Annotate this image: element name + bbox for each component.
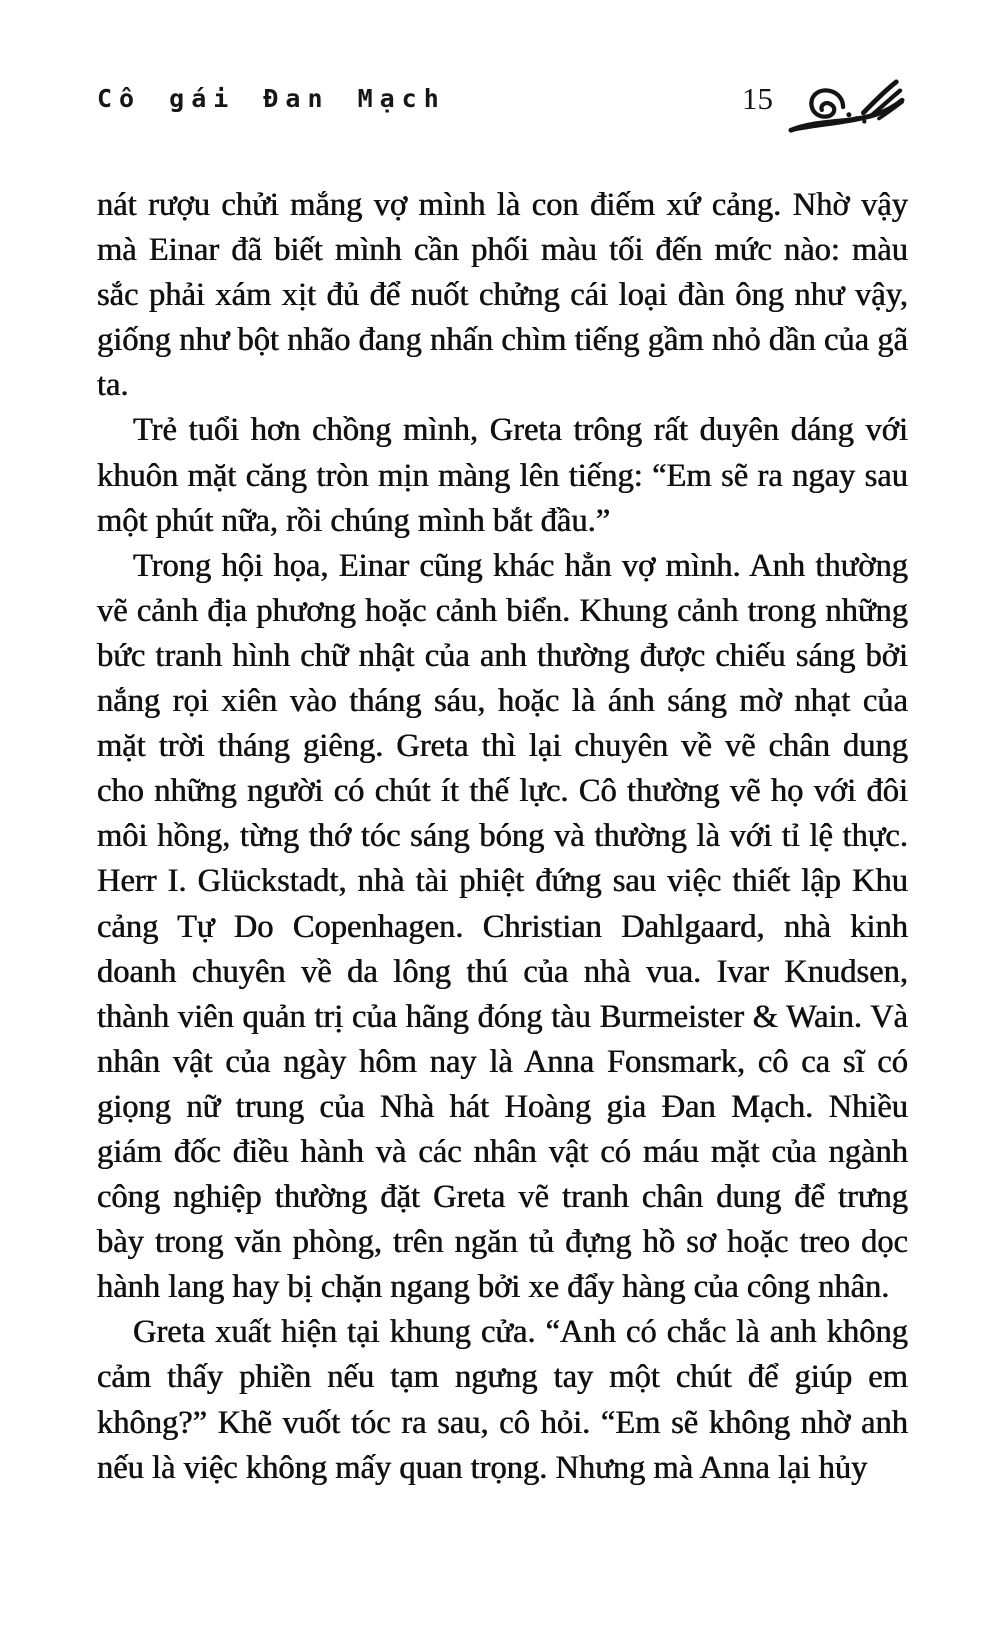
flourish-swash-icon [787, 78, 905, 136]
body-text [97, 183, 908, 1491]
page-number: 15 [742, 81, 773, 116]
book-title: Cô gái Đan Mạch [97, 84, 446, 113]
paragraph-1: nát rượu chửi mắng vợ mình là con điếm xứ cảng. Nhờ vậy mà Einar đã biết mình cần phối màu tối đến mức nào: màu sắc phải xám xịt đủ để nuốt chửng cái loại đàn ông như vậy, giống như bột nhão đang nhấn chìm tiếng gầm nhỏ dần của gã ta. [97, 187, 908, 404]
page-number-group [742, 82, 905, 136]
paragraph-3: Trong hội họa, Einar cũng khác hẳn vợ mình. Anh thường vẽ cảnh địa phương hoặc cảnh biển. Khung cảnh trong những bức tranh hình chữ nhật của anh thường được chiếu sáng bởi nắng rọi xiên vào tháng sáu, hoặc là ánh sáng mờ nhạt của mặt trời tháng giêng. Greta thì lại chuyên về vẽ chân dung cho những người có chút ít thế lực. Cô thường vẽ họ với đôi môi hồng, từng thớ tóc sáng bóng và thường là với tỉ lệ thực. Herr I. Glückstadt, nhà tài phiệt đứng sau việc thiết lập Khu cảng Tự Do Copenhagen. Christian Dahlgaard, nhà kinh doanh chuyên về da lông thú của nhà vua. Ivar Knudsen, thành viên quản trị của hãng đóng tàu Burmeister & Wain. Và nhân vật của ngày hôm nay là Anna Fonsmark, cô ca sĩ có giọng nữ trung của Nhà hát Hoàng gia Đan Mạch. Nhiều giám đốc điều hành và các nhân vật có máu mặt của ngành công nghiệp thường đặt Greta vẽ tranh chân dung để trưng bày trong văn phòng, trên ngăn tủ đựng hồ sơ hoặc treo dọc hành lang hay bị chặn ngang bởi xe đẩy hàng của công nhân. [97, 547, 908, 1306]
paragraph-2: Trẻ tuổi hơn chồng mình, Greta trông rất duyên dáng với khuôn mặt căng tròn mịn màng lên tiếng: “Em sẽ ra ngay sau một phút nữa, rồi chúng mình bắt đầu.” [97, 412, 908, 539]
paragraph-4: Greta xuất hiện tại khung cửa. “Anh có chắc là anh không cảm thấy phiền nếu tạm ngưng tay một chút để giúp em không?” Khẽ vuốt tóc ra sau, cô hỏi. “Em sẽ không nhờ anh nếu là việc không mấy quan trọng. Nhưng mà Anna lại hủy [97, 1314, 908, 1486]
running-header [97, 82, 905, 126]
